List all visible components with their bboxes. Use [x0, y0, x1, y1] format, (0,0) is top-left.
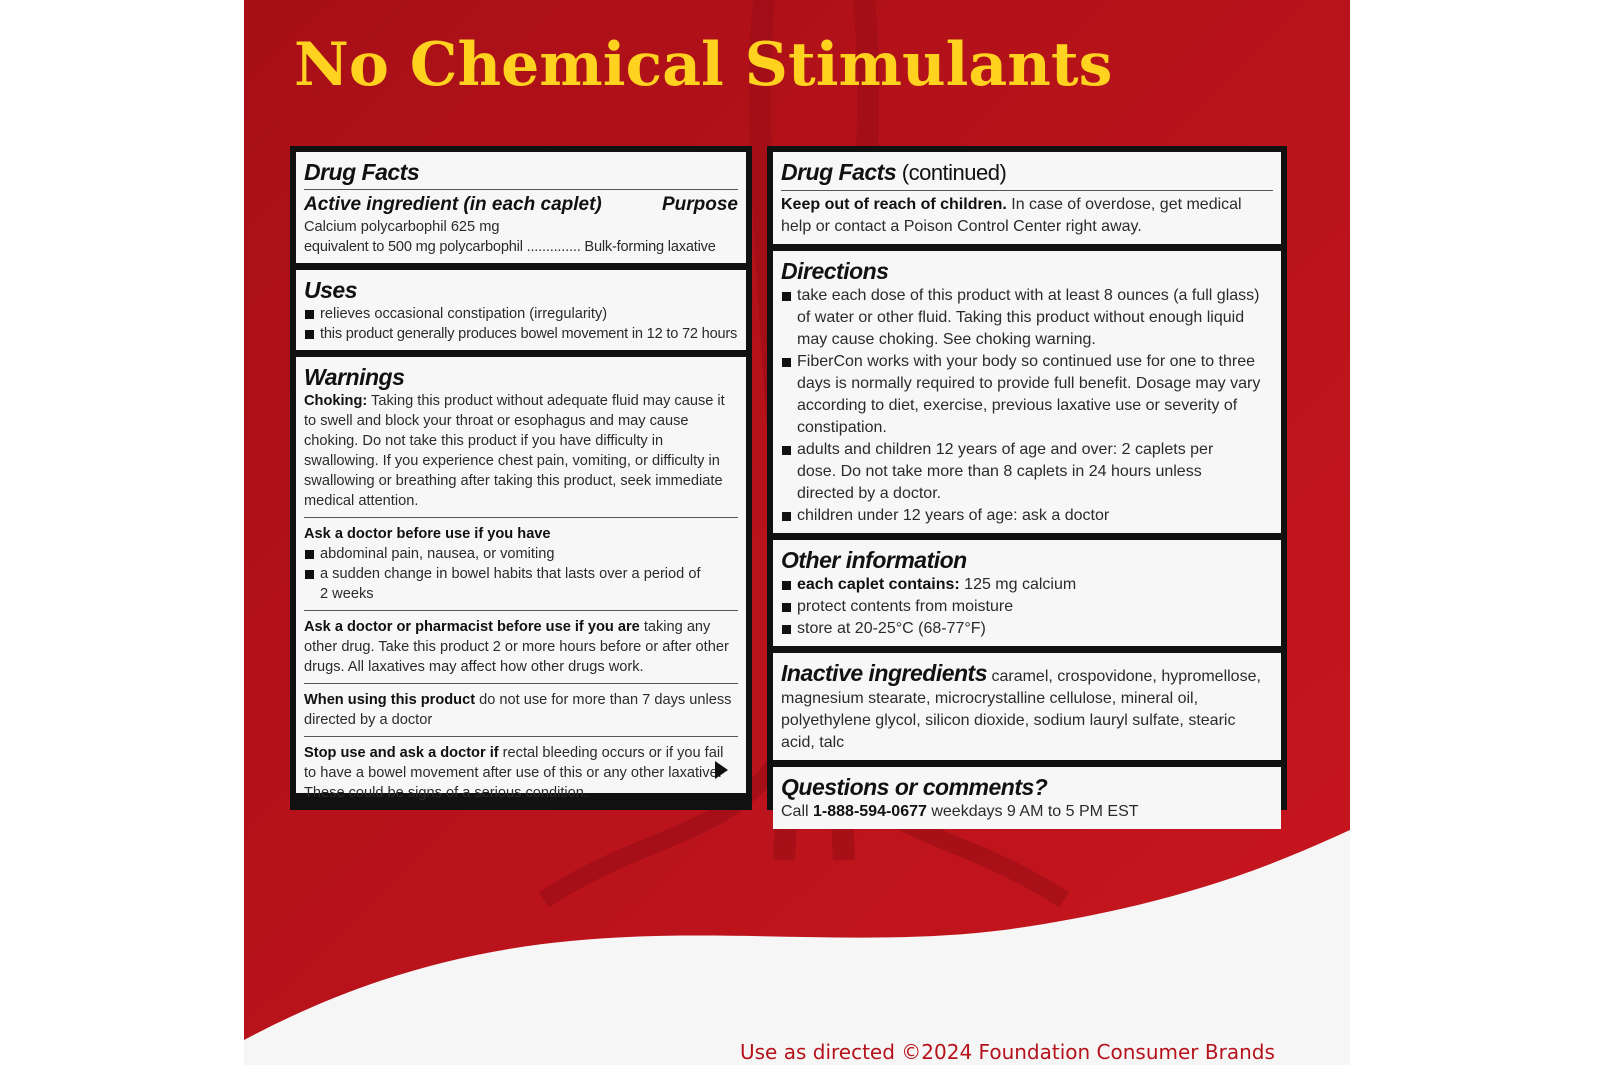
when-using-text: do not use for more than 7 days unless directed by a doctor	[304, 692, 732, 728]
keep-out-box	[773, 152, 1281, 244]
drug-facts-title: Drug Facts	[781, 159, 897, 185]
red-panel	[244, 0, 1350, 1065]
active-ingredient-box	[296, 152, 746, 263]
keep-out-label: Keep out of reach of children.	[781, 196, 1007, 213]
inactive-ingredients-heading: Inactive ingredients	[781, 660, 988, 686]
other-information-box	[773, 540, 1281, 646]
headline: No Chemical Stimulants	[294, 30, 1113, 100]
purpose-heading: Purpose	[661, 194, 738, 215]
drug-facts-title: Drug Facts	[304, 159, 420, 185]
caplet-contains-text: 125 mg calcium	[959, 576, 1077, 593]
ask-doctor-item: abdominal pain, nausea, or vomiting	[304, 544, 738, 564]
continue-arrow-icon	[715, 761, 728, 779]
directions-heading: Directions	[781, 258, 889, 284]
stop-use-label: Stop use and ask a doctor if	[304, 745, 499, 761]
inactive-ingredients-box	[773, 653, 1281, 760]
divider	[304, 189, 738, 190]
footer-disclaimer: Use as directed ©2024 Foundation Consumer Brands	[740, 1040, 1275, 1064]
call-label: Call	[781, 803, 814, 820]
inactive-ingredients-text: caramel, crospovidone, hypromellose, magnesium stearate, microcrystalline cellulose, mineral oil, polyethylene glycol, silicon dioxide, sodium lauryl sulfate, stearic acid, talc	[781, 668, 1261, 751]
uses-item: this product generally produces bowel movement in 12 to 72 hours	[304, 324, 738, 344]
other-information-heading: Other information	[781, 547, 967, 573]
other-information-item: store at 20-25°C (68-77°F)	[781, 618, 1273, 640]
pharmacist-warning	[304, 617, 738, 677]
divider	[304, 683, 738, 684]
uses-heading: Uses	[304, 277, 357, 303]
directions-item: take each dose of this product with at least 8 ounces (a full glass) of water or other fluid. Taking this product without enough liquid may cause choking. See choking warning.	[781, 285, 1273, 351]
questions-box	[773, 767, 1281, 829]
directions-item: FiberCon works with your body so continued use for one to three days is normally required to provide full benefit. Dosage may vary according to diet, exercise, previous laxative use or severity of constipation.	[781, 351, 1273, 439]
choking-warning	[304, 391, 738, 511]
questions-contact	[781, 801, 1273, 823]
directions-item: adults and children 12 years of age and over: 2 caplets per dose. Do not take more than 8 caplets in 24 hours unless directed by a doctor.	[781, 439, 1273, 505]
stop-use-text: rectal bleeding occurs or if you fail to have a bowel movement after use of this or any other laxative. These could be signs of a serious condition.	[304, 745, 724, 801]
call-hours: weekdays 9 AM to 5 PM EST	[926, 803, 1139, 820]
divider	[781, 190, 1273, 191]
continued-label: (continued)	[896, 160, 1007, 185]
active-ingredient-equivalent: equivalent to 500 mg polycarbophil .............. Bulk-forming laxative	[304, 239, 716, 255]
active-ingredient-header	[304, 193, 738, 217]
active-ingredient-heading: Active ingredient (in each caplet)	[304, 194, 602, 215]
ask-doctor-item: a sudden change in bowel habits that lasts over a period of 2 weeks	[304, 564, 738, 604]
ask-doctor-heading: Ask a doctor before use if you have	[304, 526, 551, 542]
warnings-box	[296, 357, 746, 801]
divider	[304, 610, 738, 611]
other-information-item: protect contents from moisture	[781, 596, 1273, 618]
keep-out-warning	[781, 194, 1273, 238]
when-using-warning	[304, 690, 738, 730]
divider	[304, 736, 738, 737]
warnings-heading: Warnings	[304, 364, 405, 390]
drug-facts-continued-card	[767, 146, 1287, 820]
keep-out-text: In case of overdose, get medical help or contact a Poison Control Center right away.	[781, 196, 1242, 235]
other-information-item	[781, 574, 1273, 596]
directions-item: children under 12 years of age: ask a doctor	[781, 505, 1273, 527]
phone-number[interactable]: 1-888-594-0677	[813, 803, 927, 820]
questions-heading: Questions or comments?	[781, 774, 1048, 800]
stop-use-warning	[304, 743, 738, 803]
drug-facts-card	[290, 146, 752, 810]
active-ingredient-line: Calcium polycarbophil 625 mg	[304, 219, 500, 235]
uses-item: relieves occasional constipation (irregularity)	[304, 304, 738, 324]
uses-box	[296, 270, 746, 350]
choking-label: Choking:	[304, 393, 368, 409]
pharmacist-text: taking any other drug. Take this product 2 or more hours before or after other drugs. All laxatives may affect how other drugs work.	[304, 619, 729, 675]
directions-box	[773, 251, 1281, 533]
when-using-label: When using this product	[304, 692, 476, 708]
choking-text: Taking this product without adequate fluid may cause it to swell and block your throat or esophagus and may cause choking. Do not take this product if you have difficulty in swallowing. If you experience chest pain, vomiting, or difficulty in swallowing or breathing after taking this product, seek immediate medical attention.	[304, 393, 725, 509]
divider	[304, 517, 738, 518]
caplet-contains-label: each caplet contains:	[797, 576, 960, 593]
pharmacist-label: Ask a doctor or pharmacist before use if you are	[304, 619, 640, 635]
drug-facts-continued-title	[781, 158, 1273, 187]
